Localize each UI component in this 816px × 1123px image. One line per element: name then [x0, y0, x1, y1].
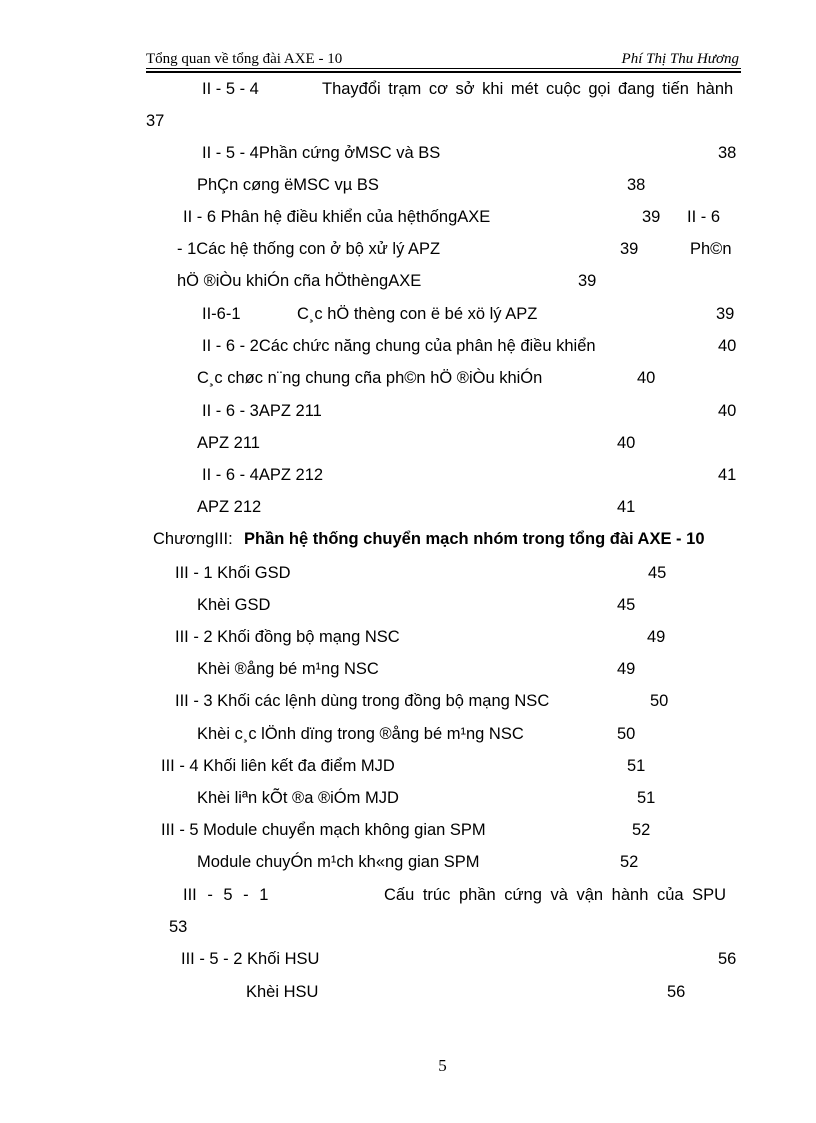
toc-entry-text: Cấu trúc phần cứng và vận hành của SPU — [384, 886, 727, 904]
toc-entry-page: 39 — [716, 305, 735, 323]
toc-entry-text: III - 1 Khối GSD — [175, 564, 291, 582]
toc-entry-text: II - 6 - 2Các chức năng chung của phân hệ điều khiển — [202, 337, 596, 355]
toc-entry-text: APZ 212 — [197, 498, 262, 516]
toc-entry-section: II-6-1 — [202, 305, 241, 323]
toc-entry-text: Module chuyÓn m¹ch kh«ng gian SPM — [197, 853, 480, 871]
toc-entry-page: 40 — [617, 434, 636, 452]
toc-entry-page: 53 — [169, 918, 188, 936]
toc-entry-text: II - 6 Phân hệ điều khiển của hệthốngAXE — [183, 208, 491, 226]
toc-entry-page: 39 — [620, 240, 639, 258]
toc-entry-text: Khèi ®ång bé m¹ng NSC — [197, 660, 379, 678]
toc-entry-page: 45 — [617, 596, 636, 614]
toc-entry-text: III - 5 - 2 Khối HSU — [181, 950, 320, 968]
toc-entry-text: Khèi liªn kÕt ®a ®iÓm MJD — [197, 789, 399, 807]
header-rule — [146, 68, 741, 69]
toc-entry-page: 52 — [620, 853, 639, 871]
toc-entry-text: C¸c chøc n¨ng chung cña ph©n hÖ ®iÒu khiÓn — [197, 369, 543, 387]
toc-entry-text: C¸c hÖ thèng con ë bé xö lý APZ — [297, 305, 538, 323]
toc-entry-page: 41 — [718, 466, 737, 484]
toc-entry-text: III - 4 Khối liên kết đa điểm MJD — [161, 757, 395, 775]
toc-entry-text: PhÇn cøng ëMSC vµ BS — [197, 176, 379, 194]
toc-entry-text: APZ 211 — [197, 434, 260, 452]
toc-entry-page: 38 — [718, 144, 737, 162]
toc-entry-page: 45 — [648, 564, 667, 582]
toc-entry-text: Khèi HSU — [246, 983, 319, 1001]
toc-entry-page: 38 — [627, 176, 646, 194]
toc-entry-text: II - 6 - 4APZ 212 — [202, 466, 324, 484]
toc-entry-wrap: II - 6 — [687, 208, 721, 226]
toc-entry-page: 40 — [718, 402, 737, 420]
toc-entry-section: III - 5 - 1 — [183, 886, 269, 904]
toc-entry-page: 49 — [647, 628, 666, 646]
toc-entry-page: 40 — [718, 337, 737, 355]
header-author: Phí Thị Thu Hương — [621, 51, 739, 67]
toc-entry-page: 37 — [146, 112, 165, 130]
toc-entry-text: III - 2 Khối đồng bộ mạng NSC — [175, 628, 400, 646]
toc-entry-page: 50 — [650, 692, 669, 710]
toc-entry-page: 52 — [632, 821, 651, 839]
toc-entry-page: 56 — [667, 983, 686, 1001]
toc-entry-text: II - 5 - 4Phần cứng ởMSC và BS — [202, 144, 441, 162]
toc-entry-page: 56 — [718, 950, 737, 968]
header-title: Tổng quan về tổng đài AXE - 10 — [146, 51, 343, 67]
toc-entry-text: hÖ ®iÒu khiÓn cña hÖthèngAXE — [177, 272, 422, 290]
toc-entry-text: III - 5 Module chuyển mạch không gian SPM — [161, 821, 486, 839]
toc-entry-page: 41 — [617, 498, 636, 516]
toc-entry-text: II - 6 - 3APZ 211 — [202, 402, 322, 420]
toc-entry-page: 40 — [637, 369, 656, 387]
toc-entry-page: 50 — [617, 725, 636, 743]
toc-entry-page: 51 — [637, 789, 656, 807]
toc-entry-page: 51 — [627, 757, 646, 775]
toc-entry-wrap: Ph©n — [690, 240, 732, 258]
toc-entry-text: Khèi GSD — [197, 596, 271, 614]
toc-entry-page: 49 — [617, 660, 636, 678]
toc-entry-section: II - 5 - 4 — [202, 80, 259, 98]
page-number: 5 — [438, 1056, 447, 1075]
toc-entry-page: 39 — [578, 272, 597, 290]
chapter-title: Phần hệ thống chuyển mạch nhóm trong tổng đài AXE - 10 — [244, 530, 705, 548]
toc-entry-text: III - 3 Khối các lệnh dùng trong đồng bộ mạng NSC — [175, 692, 550, 710]
chapter-prefix: ChươngIII: — [153, 530, 233, 548]
toc-entry-text: Thayđổi trạm cơ sở khi mét cuộc gọi đang tiến hành — [322, 80, 734, 98]
header-rule-thick — [146, 71, 741, 73]
toc-entry-page: 39 — [642, 208, 661, 226]
toc-entry-text: - 1Các hệ thống con ở bộ xử lý APZ — [177, 240, 441, 258]
toc-entry-text: Khèi c¸c lÖnh dïng trong ®ång bé m¹ng NSC — [197, 725, 524, 743]
